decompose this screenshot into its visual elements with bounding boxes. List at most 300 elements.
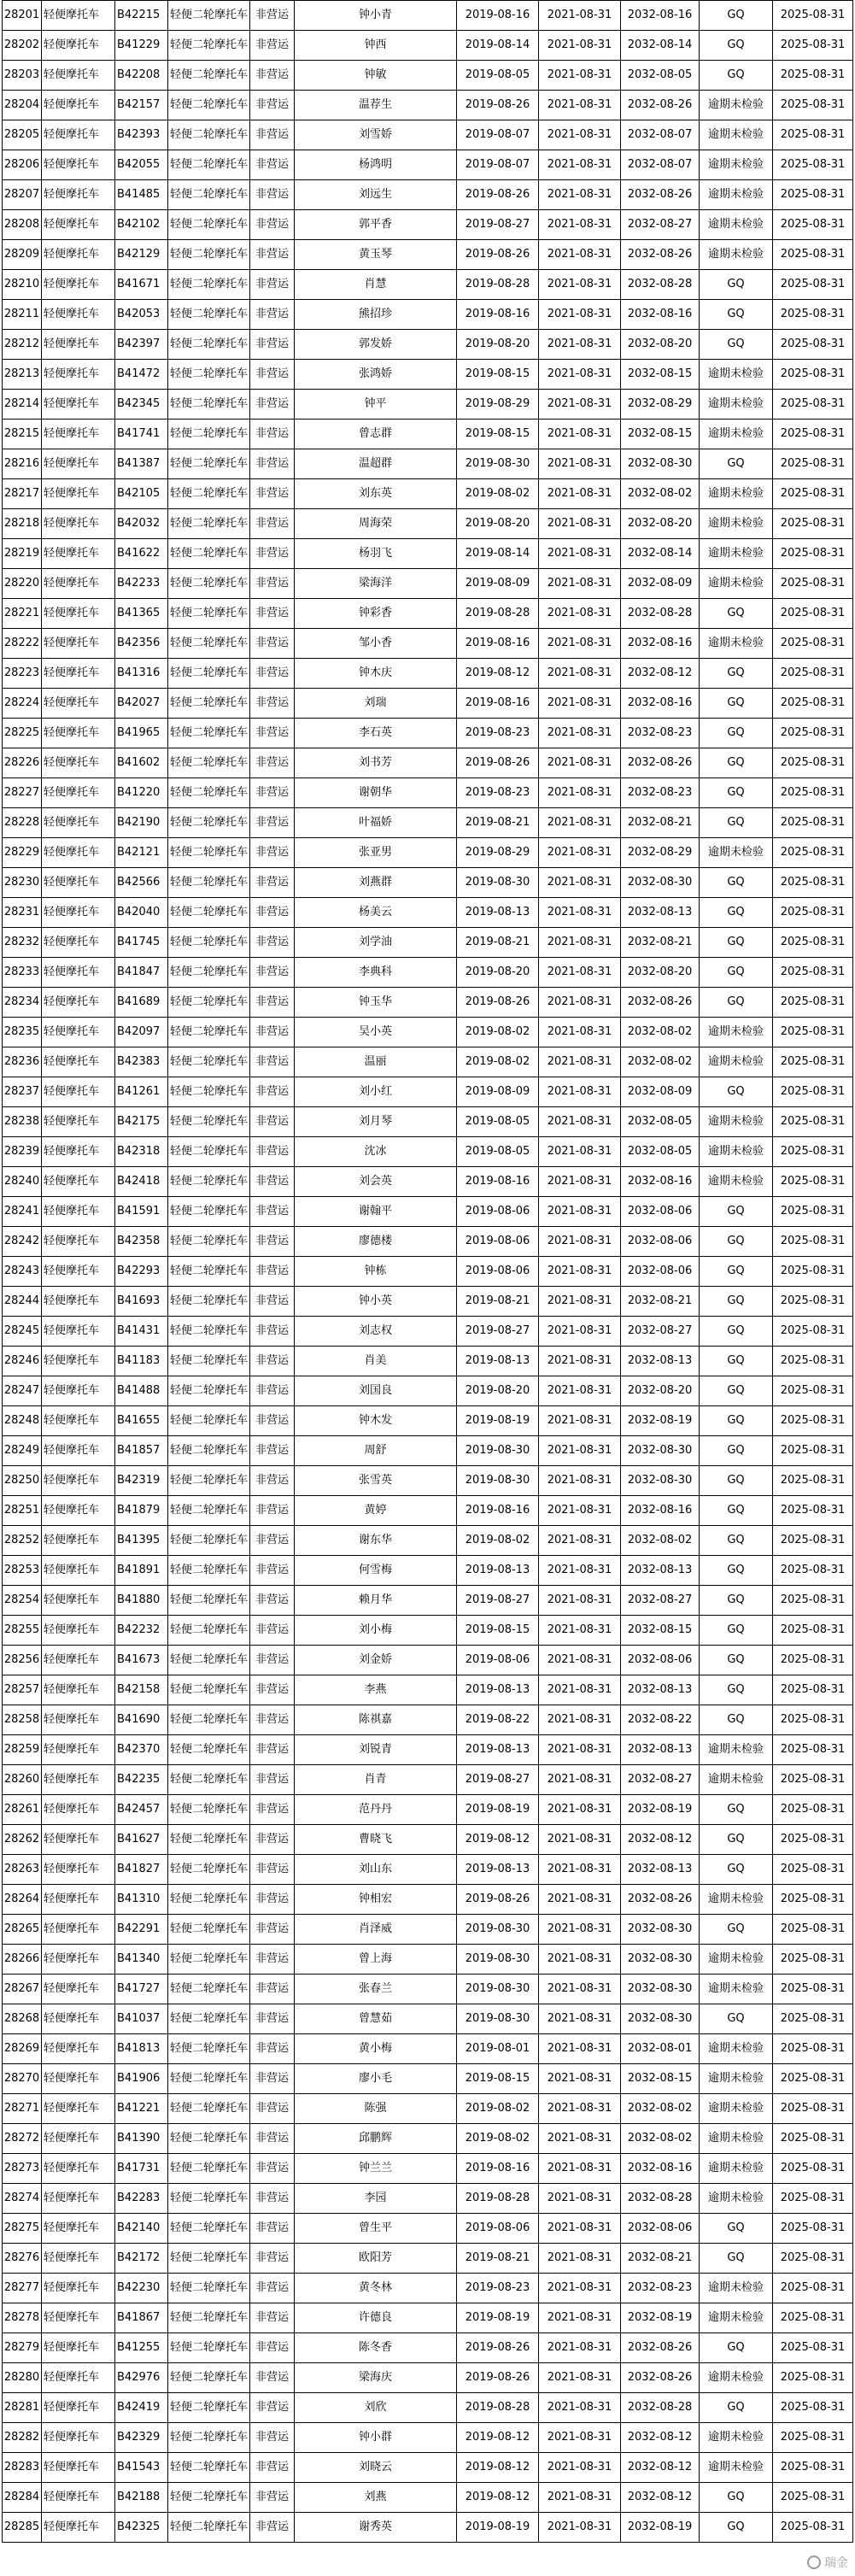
- cell-vehicle-type: 轻便二轮摩托车: [168, 1466, 250, 1496]
- cell-seq-no: 28223: [3, 659, 42, 689]
- cell-vehicle-type: 轻便二轮摩托车: [168, 1586, 250, 1616]
- cell-scrap-date: 2032-08-05: [621, 61, 700, 91]
- cell-seq-no: 28201: [3, 1, 42, 31]
- cell-valid-until: 2025-08-31: [773, 1107, 853, 1137]
- cell-insp-date: 2021-08-31: [539, 240, 621, 270]
- cell-scrap-date: 2032-08-20: [621, 958, 700, 988]
- cell-insp-date: 2021-08-31: [539, 360, 621, 390]
- cell-reg-date: 2019-08-30: [457, 868, 539, 898]
- cell-insp-date: 2021-08-31: [539, 1317, 621, 1347]
- cell-vehicle-type: 轻便二轮摩托车: [168, 2333, 250, 2363]
- cell-use-nature: 非营运: [250, 1047, 295, 1077]
- cell-scrap-date: 2032-08-26: [621, 748, 700, 778]
- cell-status: GQ: [700, 1795, 773, 1825]
- cell-vehicle-category: 轻便摩托车: [42, 2244, 115, 2274]
- cell-valid-until: 2025-08-31: [773, 838, 853, 868]
- table-row: [3, 1975, 853, 2004]
- cell-use-nature: 非营运: [250, 1885, 295, 1915]
- cell-seq-no: 28253: [3, 1556, 42, 1586]
- cell-plate-no: B42097: [115, 1018, 168, 1047]
- cell-reg-date: 2019-08-02: [457, 2124, 539, 2154]
- cell-seq-no: 28206: [3, 150, 42, 180]
- cell-status: GQ: [700, 868, 773, 898]
- cell-valid-until: 2025-08-31: [773, 240, 853, 270]
- cell-owner-name: 温超群: [295, 449, 457, 479]
- table-row: [3, 1137, 853, 1167]
- table-row: [3, 2244, 853, 2274]
- cell-owner-name: 杨美云: [295, 898, 457, 928]
- cell-vehicle-category: 轻便摩托车: [42, 360, 115, 390]
- cell-vehicle-category: 轻便摩托车: [42, 1526, 115, 1556]
- cell-valid-until: 2025-08-31: [773, 1885, 853, 1915]
- table-row: [3, 1825, 853, 1855]
- cell-owner-name: 杨鸿明: [295, 150, 457, 180]
- cell-seq-no: 28224: [3, 689, 42, 719]
- cell-use-nature: 非营运: [250, 2453, 295, 2483]
- table-row: [3, 180, 853, 210]
- cell-use-nature: 非营运: [250, 1137, 295, 1167]
- cell-seq-no: 28277: [3, 2274, 42, 2303]
- cell-plate-no: B42055: [115, 150, 168, 180]
- cell-vehicle-type: 轻便二轮摩托车: [168, 1526, 250, 1556]
- cell-vehicle-type: 轻便二轮摩托车: [168, 2154, 250, 2184]
- table-row: [3, 958, 853, 988]
- cell-plate-no: B41867: [115, 2303, 168, 2333]
- cell-reg-date: 2019-08-16: [457, 1496, 539, 1526]
- cell-reg-date: 2019-08-30: [457, 2004, 539, 2034]
- cell-valid-until: 2025-08-31: [773, 2004, 853, 2034]
- cell-insp-date: 2021-08-31: [539, 778, 621, 808]
- cell-use-nature: 非营运: [250, 719, 295, 748]
- cell-status: GQ: [700, 1347, 773, 1376]
- cell-plate-no: B41671: [115, 270, 168, 300]
- cell-vehicle-category: 轻便摩托车: [42, 599, 115, 629]
- cell-scrap-date: 2032-08-23: [621, 778, 700, 808]
- cell-insp-date: 2021-08-31: [539, 1197, 621, 1227]
- table-row: [3, 1496, 853, 1526]
- table-row: [3, 659, 853, 689]
- cell-status: 逾期未检验: [700, 420, 773, 449]
- cell-plate-no: B42172: [115, 2244, 168, 2274]
- cell-insp-date: 2021-08-31: [539, 1616, 621, 1646]
- cell-use-nature: 非营运: [250, 898, 295, 928]
- cell-seq-no: 28230: [3, 868, 42, 898]
- cell-plate-no: B42235: [115, 1765, 168, 1795]
- cell-seq-no: 28260: [3, 1765, 42, 1795]
- cell-use-nature: 非营运: [250, 449, 295, 479]
- cell-status: 逾期未检验: [700, 120, 773, 150]
- cell-insp-date: 2021-08-31: [539, 509, 621, 539]
- cell-vehicle-type: 轻便二轮摩托车: [168, 2064, 250, 2094]
- table-row: [3, 2124, 853, 2154]
- cell-scrap-date: 2032-08-23: [621, 2274, 700, 2303]
- cell-reg-date: 2019-08-16: [457, 300, 539, 330]
- cell-insp-date: 2021-08-31: [539, 2274, 621, 2303]
- cell-valid-until: 2025-08-31: [773, 1227, 853, 1257]
- cell-plate-no: B41827: [115, 1855, 168, 1885]
- cell-seq-no: 28274: [3, 2184, 42, 2214]
- cell-status: 逾期未检验: [700, 2184, 773, 2214]
- cell-owner-name: 范丹丹: [295, 1795, 457, 1825]
- cell-valid-until: 2025-08-31: [773, 2363, 853, 2393]
- cell-status: 逾期未检验: [700, 2124, 773, 2154]
- cell-vehicle-category: 轻便摩托车: [42, 1257, 115, 1287]
- cell-use-nature: 非营运: [250, 2154, 295, 2184]
- cell-valid-until: 2025-08-31: [773, 61, 853, 91]
- cell-vehicle-category: 轻便摩托车: [42, 2124, 115, 2154]
- cell-seq-no: 28250: [3, 1466, 42, 1496]
- cell-vehicle-category: 轻便摩托车: [42, 898, 115, 928]
- cell-use-nature: 非营运: [250, 1556, 295, 1586]
- cell-reg-date: 2019-08-21: [457, 808, 539, 838]
- cell-seq-no: 28244: [3, 1287, 42, 1317]
- cell-use-nature: 非营运: [250, 1287, 295, 1317]
- cell-vehicle-category: 轻便摩托车: [42, 1317, 115, 1347]
- cell-reg-date: 2019-08-29: [457, 390, 539, 420]
- cell-vehicle-category: 轻便摩托车: [42, 180, 115, 210]
- cell-seq-no: 28243: [3, 1257, 42, 1287]
- cell-status: GQ: [700, 1646, 773, 1675]
- cell-owner-name: 廖小毛: [295, 2064, 457, 2094]
- table-row: [3, 629, 853, 659]
- cell-vehicle-type: 轻便二轮摩托车: [168, 689, 250, 719]
- cell-status: 逾期未检验: [700, 838, 773, 868]
- cell-vehicle-type: 轻便二轮摩托车: [168, 629, 250, 659]
- cell-owner-name: 肖美: [295, 1347, 457, 1376]
- table-row: [3, 1705, 853, 1735]
- cell-reg-date: 2019-08-28: [457, 270, 539, 300]
- cell-owner-name: 陈祺嘉: [295, 1705, 457, 1735]
- cell-valid-until: 2025-08-31: [773, 629, 853, 659]
- cell-seq-no: 28215: [3, 420, 42, 449]
- cell-valid-until: 2025-08-31: [773, 868, 853, 898]
- table-row: [3, 2184, 853, 2214]
- cell-status: 逾期未检验: [700, 2154, 773, 2184]
- table-row: [3, 1765, 853, 1795]
- cell-scrap-date: 2032-08-30: [621, 1436, 700, 1466]
- cell-plate-no: B42393: [115, 120, 168, 150]
- cell-insp-date: 2021-08-31: [539, 1018, 621, 1047]
- cell-plate-no: B42121: [115, 838, 168, 868]
- cell-status: GQ: [700, 898, 773, 928]
- cell-plate-no: B42215: [115, 1, 168, 31]
- cell-vehicle-type: 轻便二轮摩托车: [168, 1735, 250, 1765]
- cell-plate-no: B41690: [115, 1705, 168, 1735]
- cell-status: GQ: [700, 2393, 773, 2423]
- cell-vehicle-category: 轻便摩托车: [42, 1885, 115, 1915]
- cell-valid-until: 2025-08-31: [773, 509, 853, 539]
- cell-status: GQ: [700, 1705, 773, 1735]
- cell-insp-date: 2021-08-31: [539, 1735, 621, 1765]
- cell-vehicle-category: 轻便摩托车: [42, 1376, 115, 1406]
- cell-use-nature: 非营运: [250, 2244, 295, 2274]
- cell-vehicle-category: 轻便摩托车: [42, 539, 115, 569]
- cell-vehicle-type: 轻便二轮摩托车: [168, 2423, 250, 2453]
- cell-seq-no: 28232: [3, 928, 42, 958]
- cell-seq-no: 28209: [3, 240, 42, 270]
- table-row: [3, 1466, 853, 1496]
- cell-plate-no: B41731: [115, 2154, 168, 2184]
- cell-owner-name: 黄玉琴: [295, 240, 457, 270]
- cell-use-nature: 非营运: [250, 2064, 295, 2094]
- cell-insp-date: 2021-08-31: [539, 150, 621, 180]
- cell-insp-date: 2021-08-31: [539, 2034, 621, 2064]
- cell-insp-date: 2021-08-31: [539, 2184, 621, 2214]
- cell-owner-name: 刘金娇: [295, 1646, 457, 1675]
- cell-vehicle-category: 轻便摩托车: [42, 270, 115, 300]
- cell-scrap-date: 2032-08-06: [621, 1197, 700, 1227]
- cell-valid-until: 2025-08-31: [773, 2154, 853, 2184]
- cell-insp-date: 2021-08-31: [539, 1287, 621, 1317]
- cell-use-nature: 非营运: [250, 2393, 295, 2423]
- cell-owner-name: 钟栋: [295, 1257, 457, 1287]
- cell-vehicle-category: 轻便摩托车: [42, 629, 115, 659]
- cell-owner-name: 廖德楼: [295, 1227, 457, 1257]
- cell-reg-date: 2019-08-16: [457, 689, 539, 719]
- cell-owner-name: 钟小青: [295, 1, 457, 31]
- cell-reg-date: 2019-08-21: [457, 1287, 539, 1317]
- cell-insp-date: 2021-08-31: [539, 270, 621, 300]
- cell-status: 逾期未检验: [700, 360, 773, 390]
- cell-reg-date: 2019-08-02: [457, 1047, 539, 1077]
- cell-reg-date: 2019-08-06: [457, 1197, 539, 1227]
- cell-valid-until: 2025-08-31: [773, 1466, 853, 1496]
- cell-plate-no: B41365: [115, 599, 168, 629]
- table-row: [3, 1197, 853, 1227]
- cell-valid-until: 2025-08-31: [773, 330, 853, 360]
- table-row: [3, 240, 853, 270]
- cell-reg-date: 2019-08-02: [457, 2094, 539, 2124]
- cell-vehicle-type: 轻便二轮摩托车: [168, 928, 250, 958]
- cell-insp-date: 2021-08-31: [539, 2244, 621, 2274]
- cell-scrap-date: 2032-08-15: [621, 2064, 700, 2094]
- cell-insp-date: 2021-08-31: [539, 180, 621, 210]
- cell-seq-no: 28236: [3, 1047, 42, 1077]
- cell-reg-date: 2019-08-22: [457, 1705, 539, 1735]
- cell-insp-date: 2021-08-31: [539, 1347, 621, 1376]
- cell-owner-name: 陈强: [295, 2094, 457, 2124]
- cell-reg-date: 2019-08-02: [457, 1526, 539, 1556]
- cell-vehicle-type: 轻便二轮摩托车: [168, 390, 250, 420]
- cell-owner-name: 钟敏: [295, 61, 457, 91]
- cell-scrap-date: 2032-08-26: [621, 2363, 700, 2393]
- cell-vehicle-category: 轻便摩托车: [42, 120, 115, 150]
- cell-vehicle-type: 轻便二轮摩托车: [168, 1077, 250, 1107]
- cell-vehicle-type: 轻便二轮摩托车: [168, 1825, 250, 1855]
- cell-reg-date: 2019-08-07: [457, 150, 539, 180]
- cell-status: 逾期未检验: [700, 180, 773, 210]
- cell-seq-no: 28221: [3, 599, 42, 629]
- cell-use-nature: 非营运: [250, 1406, 295, 1436]
- table-row: [3, 928, 853, 958]
- cell-seq-no: 28238: [3, 1107, 42, 1137]
- cell-insp-date: 2021-08-31: [539, 2303, 621, 2333]
- cell-plate-no: B41627: [115, 1825, 168, 1855]
- cell-status: GQ: [700, 1257, 773, 1287]
- cell-vehicle-type: 轻便二轮摩托车: [168, 1227, 250, 1257]
- cell-seq-no: 28233: [3, 958, 42, 988]
- cell-scrap-date: 2032-08-06: [621, 1227, 700, 1257]
- cell-seq-no: 28237: [3, 1077, 42, 1107]
- cell-owner-name: 许德良: [295, 2303, 457, 2333]
- cell-vehicle-category: 轻便摩托车: [42, 420, 115, 449]
- cell-vehicle-category: 轻便摩托车: [42, 1047, 115, 1077]
- table-row: [3, 1885, 853, 1915]
- cell-scrap-date: 2032-08-07: [621, 150, 700, 180]
- cell-plate-no: B41857: [115, 1436, 168, 1466]
- cell-scrap-date: 2032-08-02: [621, 1526, 700, 1556]
- cell-vehicle-type: 轻便二轮摩托车: [168, 719, 250, 748]
- cell-scrap-date: 2032-08-02: [621, 479, 700, 509]
- cell-reg-date: 2019-08-26: [457, 91, 539, 120]
- cell-vehicle-type: 轻便二轮摩托车: [168, 599, 250, 629]
- cell-scrap-date: 2032-08-15: [621, 1616, 700, 1646]
- cell-insp-date: 2021-08-31: [539, 898, 621, 928]
- cell-status: GQ: [700, 1227, 773, 1257]
- cell-scrap-date: 2032-08-16: [621, 1167, 700, 1197]
- cell-seq-no: 28240: [3, 1167, 42, 1197]
- cell-vehicle-category: 轻便摩托车: [42, 330, 115, 360]
- cell-vehicle-type: 轻便二轮摩托车: [168, 778, 250, 808]
- cell-valid-until: 2025-08-31: [773, 2034, 853, 2064]
- cell-vehicle-category: 轻便摩托车: [42, 1077, 115, 1107]
- table-row: [3, 1376, 853, 1406]
- cell-vehicle-category: 轻便摩托车: [42, 1975, 115, 2004]
- cell-plate-no: B41229: [115, 31, 168, 61]
- cell-insp-date: 2021-08-31: [539, 1167, 621, 1197]
- cell-vehicle-category: 轻便摩托车: [42, 509, 115, 539]
- cell-status: 逾期未检验: [700, 150, 773, 180]
- table-row: [3, 1556, 853, 1586]
- table-row: [3, 988, 853, 1018]
- table-row: [3, 1077, 853, 1107]
- table-row: [3, 838, 853, 868]
- cell-valid-until: 2025-08-31: [773, 1646, 853, 1675]
- cell-owner-name: 钟相宏: [295, 1885, 457, 1915]
- cell-scrap-date: 2032-08-16: [621, 300, 700, 330]
- cell-vehicle-category: 轻便摩托车: [42, 449, 115, 479]
- cell-scrap-date: 2032-08-19: [621, 2513, 700, 2543]
- cell-valid-until: 2025-08-31: [773, 1137, 853, 1167]
- cell-scrap-date: 2032-08-15: [621, 360, 700, 390]
- cell-status: 逾期未检验: [700, 509, 773, 539]
- cell-insp-date: 2021-08-31: [539, 1257, 621, 1287]
- cell-plate-no: B41485: [115, 180, 168, 210]
- cell-owner-name: 曾生平: [295, 2214, 457, 2244]
- cell-use-nature: 非营运: [250, 509, 295, 539]
- cell-use-nature: 非营运: [250, 1077, 295, 1107]
- cell-owner-name: 谢朝华: [295, 778, 457, 808]
- cell-vehicle-type: 轻便二轮摩托车: [168, 1137, 250, 1167]
- cell-scrap-date: 2032-08-02: [621, 1018, 700, 1047]
- table-row: [3, 2064, 853, 2094]
- cell-scrap-date: 2032-08-05: [621, 1137, 700, 1167]
- cell-scrap-date: 2032-08-06: [621, 1646, 700, 1675]
- cell-seq-no: 28279: [3, 2333, 42, 2363]
- table-row: [3, 449, 853, 479]
- cell-owner-name: 黄婷: [295, 1496, 457, 1526]
- cell-insp-date: 2021-08-31: [539, 2513, 621, 2543]
- cell-valid-until: 2025-08-31: [773, 569, 853, 599]
- cell-vehicle-category: 轻便摩托车: [42, 1018, 115, 1047]
- cell-status: 逾期未检验: [700, 629, 773, 659]
- table-row: [3, 2154, 853, 2184]
- cell-seq-no: 28225: [3, 719, 42, 748]
- cell-owner-name: 刘山东: [295, 1855, 457, 1885]
- cell-plate-no: B42053: [115, 300, 168, 330]
- cell-vehicle-type: 轻便二轮摩托车: [168, 1018, 250, 1047]
- cell-valid-until: 2025-08-31: [773, 210, 853, 240]
- cell-plate-no: B42190: [115, 808, 168, 838]
- cell-status: GQ: [700, 270, 773, 300]
- cell-vehicle-type: 轻便二轮摩托车: [168, 91, 250, 120]
- cell-vehicle-type: 轻便二轮摩托车: [168, 2303, 250, 2333]
- cell-status: 逾期未检验: [700, 2064, 773, 2094]
- cell-insp-date: 2021-08-31: [539, 390, 621, 420]
- table-row: [3, 1167, 853, 1197]
- cell-seq-no: 28235: [3, 1018, 42, 1047]
- cell-use-nature: 非营运: [250, 2004, 295, 2034]
- table-row: [3, 1436, 853, 1466]
- cell-status: 逾期未检验: [700, 1885, 773, 1915]
- cell-valid-until: 2025-08-31: [773, 390, 853, 420]
- cell-scrap-date: 2032-08-06: [621, 2214, 700, 2244]
- cell-vehicle-category: 轻便摩托车: [42, 1675, 115, 1705]
- cell-scrap-date: 2032-08-30: [621, 868, 700, 898]
- table-row: [3, 1795, 853, 1825]
- cell-seq-no: 28255: [3, 1616, 42, 1646]
- cell-vehicle-type: 轻便二轮摩托车: [168, 509, 250, 539]
- cell-seq-no: 28228: [3, 808, 42, 838]
- cell-use-nature: 非营运: [250, 1705, 295, 1735]
- cell-valid-until: 2025-08-31: [773, 31, 853, 61]
- cell-plate-no: B42370: [115, 1735, 168, 1765]
- cell-vehicle-category: 轻便摩托车: [42, 1107, 115, 1137]
- cell-status: GQ: [700, 2513, 773, 2543]
- cell-reg-date: 2019-08-30: [457, 1466, 539, 1496]
- cell-vehicle-category: 轻便摩托车: [42, 2274, 115, 2303]
- cell-insp-date: 2021-08-31: [539, 300, 621, 330]
- cell-vehicle-type: 轻便二轮摩托车: [168, 2094, 250, 2124]
- cell-reg-date: 2019-08-12: [457, 2483, 539, 2513]
- cell-plate-no: B42291: [115, 1915, 168, 1945]
- table-row: [3, 360, 853, 390]
- cell-vehicle-category: 轻便摩托车: [42, 150, 115, 180]
- cell-vehicle-category: 轻便摩托车: [42, 2064, 115, 2094]
- cell-scrap-date: 2032-08-21: [621, 928, 700, 958]
- cell-owner-name: 刘欣: [295, 2393, 457, 2423]
- cell-use-nature: 非营运: [250, 1526, 295, 1556]
- cell-status: 逾期未检验: [700, 1018, 773, 1047]
- cell-plate-no: B41745: [115, 928, 168, 958]
- cell-status: 逾期未检验: [700, 1047, 773, 1077]
- cell-reg-date: 2019-08-16: [457, 629, 539, 659]
- cell-plate-no: B42345: [115, 390, 168, 420]
- cell-use-nature: 非营运: [250, 120, 295, 150]
- table-row: [3, 1646, 853, 1675]
- cell-vehicle-type: 轻便二轮摩托车: [168, 898, 250, 928]
- cell-seq-no: 28258: [3, 1705, 42, 1735]
- cell-plate-no: B42319: [115, 1466, 168, 1496]
- cell-valid-until: 2025-08-31: [773, 958, 853, 988]
- cell-plate-no: B42318: [115, 1137, 168, 1167]
- cell-status: GQ: [700, 1825, 773, 1855]
- cell-insp-date: 2021-08-31: [539, 2423, 621, 2453]
- cell-vehicle-category: 轻便摩托车: [42, 928, 115, 958]
- cell-owner-name: 温丽: [295, 1047, 457, 1077]
- vehicle-register-table: [2, 0, 853, 2543]
- cell-valid-until: 2025-08-31: [773, 2214, 853, 2244]
